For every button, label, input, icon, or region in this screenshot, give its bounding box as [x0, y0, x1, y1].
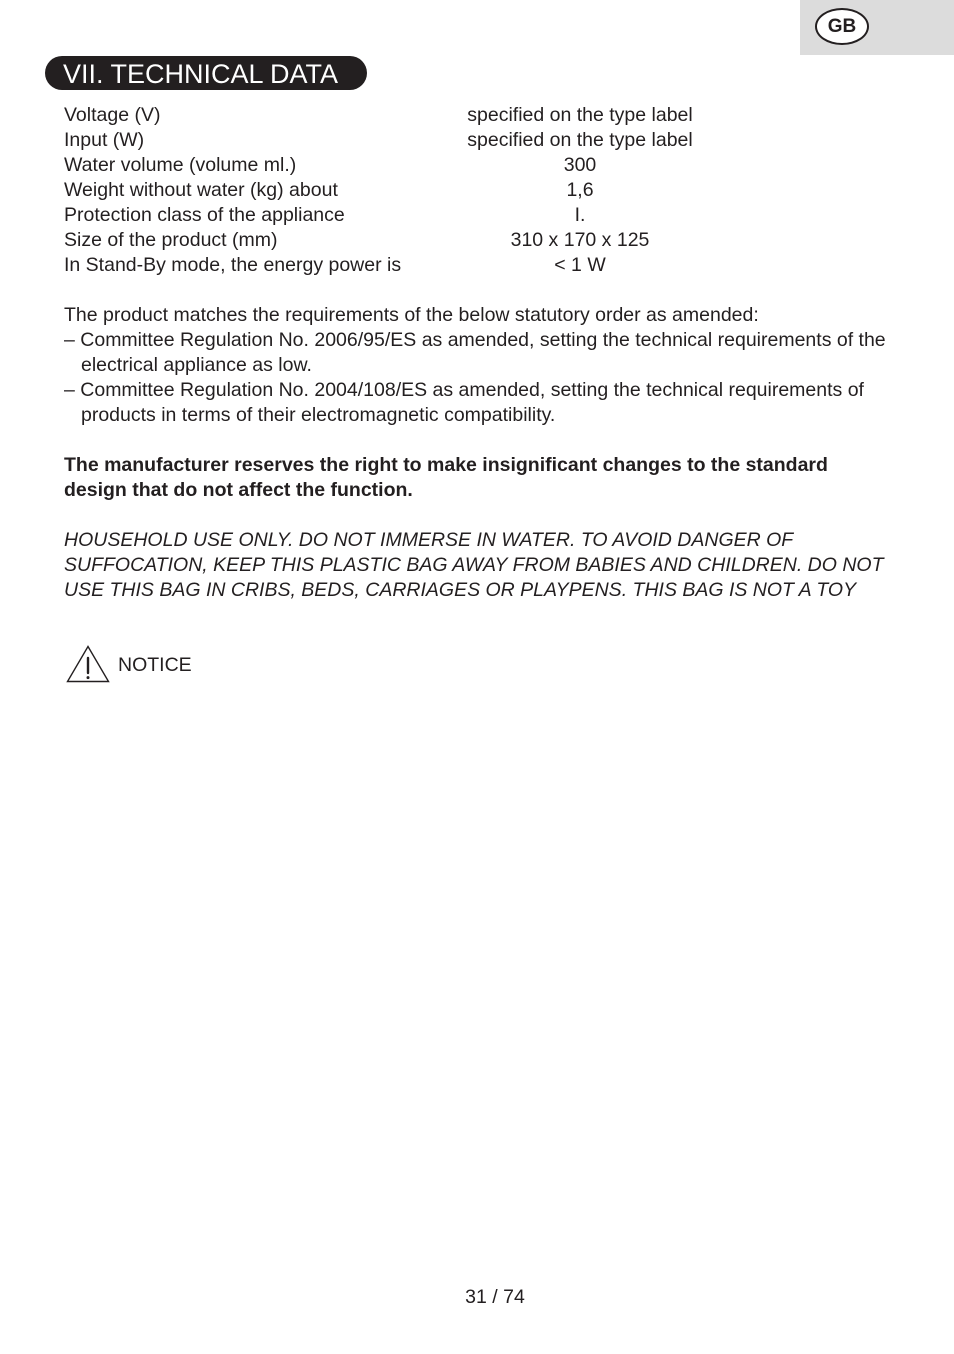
- spec-label: In Stand-By mode, the energy power is: [64, 254, 402, 276]
- page-number: 31 / 74: [465, 1286, 525, 1308]
- spec-label: Voltage (V): [64, 104, 161, 126]
- spec-row: [64, 203, 764, 228]
- safety-warning: HOUSEHOLD USE ONLY. DO NOT IMMERSE IN WATER. TO AVOID DANGER OF SUFFOCATION, KEEP THIS PLASTIC BAG AWAY FROM BABIES AND CHILDREN. DO NOT USE THIS BAG IN CRIBS, BEDS, CARRIAGES OR PLAYPENS. THIS BAG IS NOT A TOY: [64, 529, 884, 601]
- language-tab: [800, 0, 954, 55]
- spec-value: 1,6: [566, 179, 594, 201]
- notice-label: NOTICE: [118, 654, 192, 676]
- spec-value: 310 x 170 x 125: [510, 229, 650, 251]
- language-badge: GB: [815, 8, 869, 45]
- spec-row: [64, 178, 764, 203]
- spec-value: I.: [574, 204, 586, 226]
- spec-value: specified on the type label: [467, 104, 693, 126]
- section-title: VII. TECHNICAL DATA: [45, 56, 367, 90]
- spec-row: [64, 103, 764, 128]
- spec-value: 300: [563, 154, 597, 176]
- compliance-intro: The product matches the requirements of the below statutory order as amended:: [64, 304, 759, 326]
- spec-value: < 1 W: [554, 254, 606, 276]
- regulation-list: [64, 328, 894, 428]
- spec-row: [64, 253, 764, 278]
- warning-triangle-icon: [66, 645, 110, 683]
- spec-row: [64, 128, 764, 153]
- spec-label: Water volume (volume ml.): [64, 154, 297, 176]
- spec-label: Input (W): [64, 129, 145, 151]
- regulation-item: – Committee Regulation No. 2004/108/ES as amended, setting the technical requirements of products in terms of their electromagnetic compatibility.: [64, 379, 864, 426]
- spec-row: [64, 228, 764, 253]
- spec-row: [64, 153, 764, 178]
- spec-label: Size of the product (mm): [64, 229, 278, 251]
- regulation-item: – Committee Regulation No. 2006/95/ES as amended, setting the technical requirements of the electrical appliance as low.: [64, 329, 886, 376]
- manufacturer-note: The manufacturer reserves the right to make insignificant changes to the standard design that do not affect the function.: [64, 454, 828, 501]
- spec-label: Weight without water (kg) about: [64, 179, 338, 201]
- spec-value: specified on the type label: [467, 129, 693, 151]
- spec-label: Protection class of the appliance: [64, 204, 345, 226]
- technical-specs-table: [64, 103, 764, 278]
